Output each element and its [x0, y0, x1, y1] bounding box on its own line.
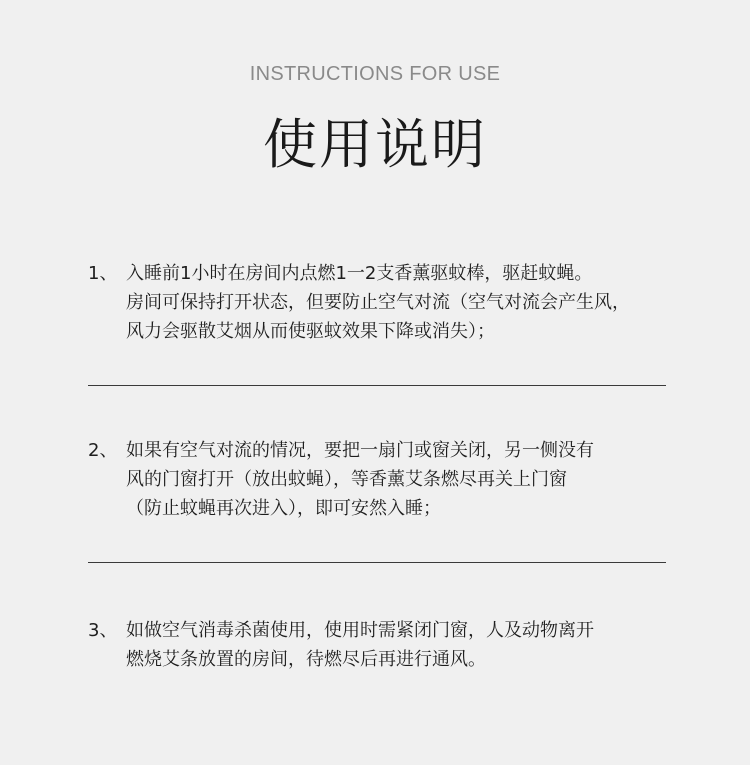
- instruction-number: 3、: [88, 620, 118, 641]
- section-divider: [88, 562, 666, 563]
- instruction-text: [126, 436, 686, 523]
- instruction-line: 入睡前1小时在房间内点燃1一2支香薰驱蚊棒，驱赶蚊蝇。: [126, 263, 593, 284]
- instruction-line: （防止蚊蝇再次进入），即可安然入睡；: [126, 498, 441, 519]
- instruction-line: 如做空气消毒杀菌使用，使用时需紧闭门窗，人及动物离开: [126, 620, 594, 641]
- instruction-number: 2、: [88, 440, 118, 461]
- instruction-line: 风力会驱散艾烟从而使驱蚊效果下降或消失）；: [126, 321, 495, 342]
- page-title: 使用说明: [263, 113, 487, 176]
- instruction-number: 1、: [88, 263, 118, 284]
- instruction-line: 风的门窗打开（放出蚊蝇），等香薰艾条燃尽再关上门窗: [126, 469, 567, 490]
- instruction-line: 房间可保持打开状态，但要防止空气对流（空气对流会产生风，: [126, 292, 630, 313]
- section-divider: [88, 385, 666, 386]
- instruction-line: 燃烧艾条放置的房间，待燃尽后再进行通风。: [126, 649, 486, 670]
- instruction-line: 如果有空气对流的情况，要把一扇门或窗关闭，另一侧没有: [126, 440, 594, 461]
- instruction-text: [126, 259, 686, 346]
- page-subtitle: INSTRUCTIONS FOR USE: [249, 63, 501, 85]
- instruction-text: [126, 616, 686, 674]
